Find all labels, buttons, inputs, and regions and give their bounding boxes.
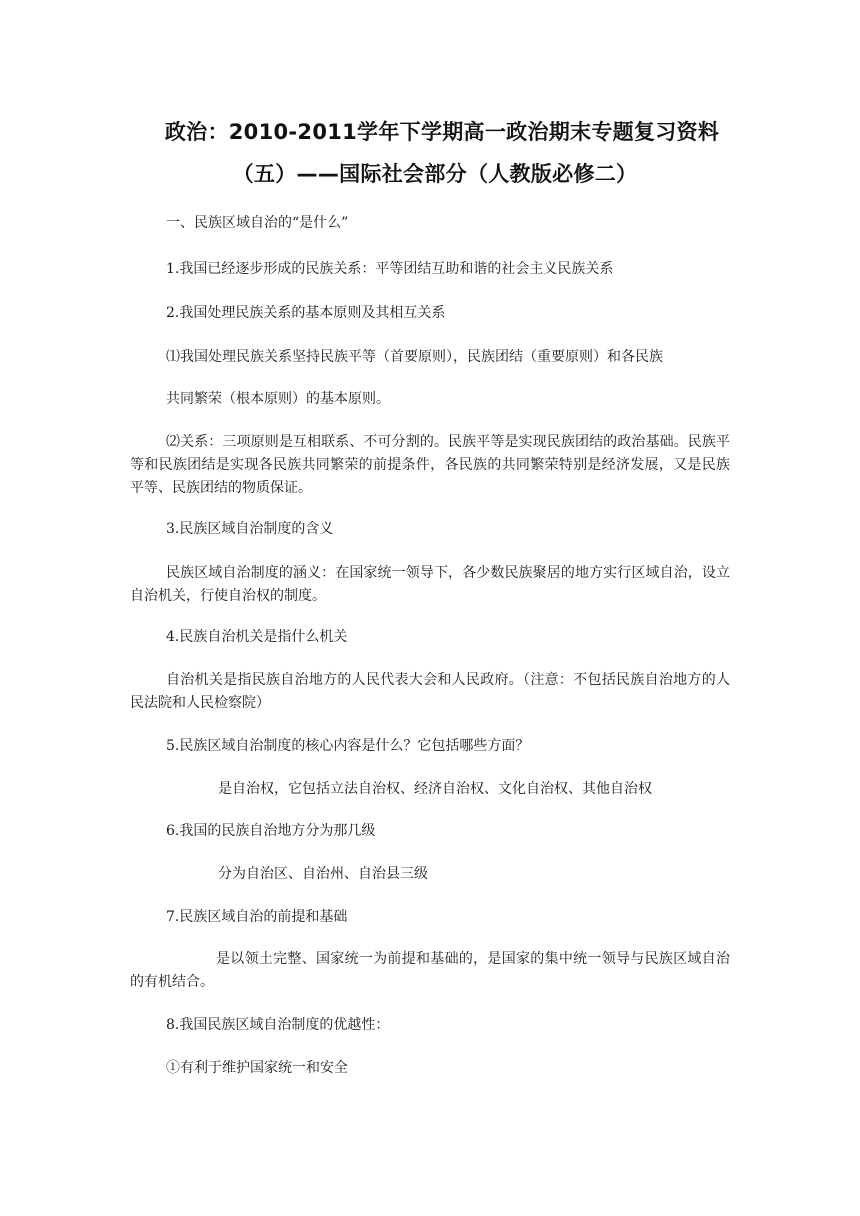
- document-title-line-1: 政治：2010-2011学年下学期高一政治期末专题复习资料: [164, 120, 720, 144]
- question-8: 8.我国民族区域自治制度的优越性：: [166, 1017, 390, 1033]
- question-4: 4.民族自治机关是指什么机关: [166, 629, 348, 645]
- answer-2-point-1-continued: 共同繁荣（根本原则）的基本原则。: [166, 391, 390, 407]
- question-7: 7.民族区域自治的前提和基础: [166, 909, 348, 925]
- question-6: 6.我国的民族自治地方分为那几级: [166, 823, 376, 839]
- answer-6: 分为自治区、自治州、自治县三级: [218, 866, 428, 882]
- answer-8-point-1: ①有利于维护国家统一和安全: [166, 1060, 348, 1076]
- question-3: 3.民族区域自治制度的含义: [166, 521, 334, 537]
- answer-3: 民族区域自治制度的涵义：在国家统一领导下，各少数民族聚居的地方实行区域自治，设立自治机关，行使自治权的制度。: [130, 565, 730, 604]
- answer-2-point-2: ⑵关系：三项原则是互相联系、不可分割的。民族平等是实现民族团结的政治基础。民族平等和民族团结是实现各民族共同繁荣的前提条件，各民族的共同繁荣特别是经济发展，又是民族平等、民族团结的物质保证。: [130, 434, 730, 496]
- answer-7: 是以领土完整、国家统一为前提和基础的，是国家的集中统一领导与民族区域自治的有机结合。: [130, 951, 730, 990]
- question-2: 2.我国处理民族关系的基本原则及其相互关系: [166, 305, 446, 321]
- answer-4: 自治机关是指民族自治地方的人民代表大会和人民政府。（注意：不包括民族自治地方的人民法院和人民检察院）: [130, 672, 730, 711]
- document-title-line-2: （五）——国际社会部分（人教版必修二）: [232, 162, 638, 186]
- answer-5: 是自治权，它包括立法自治权、经济自治权、文化自治权、其他自治权: [218, 781, 652, 797]
- question-1: 1.我国已经逐步形成的民族关系：平等团结互助和谐的社会主义民族关系: [166, 261, 614, 277]
- question-5: 5.民族区域自治制度的核心内容是什么？它包括哪些方面？: [166, 738, 530, 754]
- answer-2-point-1: ⑴我国处理民族关系坚持民族平等（首要原则），民族团结（重要原则）和各民族: [166, 349, 663, 365]
- section-heading: 一、民族区域自治的“是什么”: [166, 215, 349, 231]
